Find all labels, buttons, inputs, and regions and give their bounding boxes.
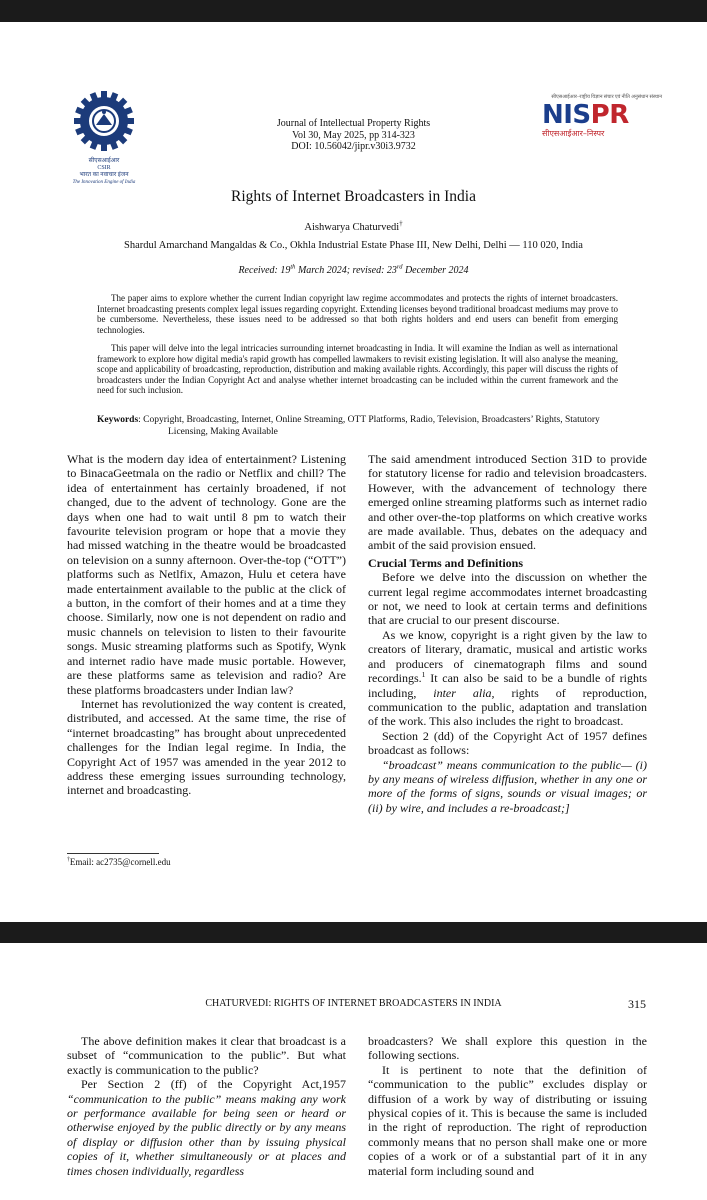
page-315 (0, 943, 707, 1200)
revised-date: March 2024; revised: 23 (295, 265, 397, 276)
csir-gear-icon (66, 88, 142, 158)
received-dates (0, 265, 707, 276)
journal-name: Journal of Intellectual Property Rights (276, 118, 431, 129)
nispr-hindi: सीएसआईआर–निस्पर (542, 129, 605, 138)
body-paragraph: Section 2 (dd) of the Copyright Act of 1957 defines broadcast as follows: (368, 728, 647, 758)
nispr-tagline: सीएसआईआर–राष्ट्रीय विज्ञान संचार एवं नीति अनुसंधान संस्थान (551, 95, 662, 100)
author-mark: † (399, 220, 403, 228)
csir-logo (66, 88, 142, 186)
page-gap (0, 922, 707, 943)
running-head: CHATURVEDI: RIGHTS OF INTERNET BROADCASTERS IN INDIA (205, 998, 502, 1009)
body-paragraph: What is the modern day idea of entertainment? Listening to BinacaGeetmala on the radio or Netflix and chill? The idea of entertainment has certainly broadened, if not changed, due to the advent of technology. Gone are the days when one had to wait until 8 pm to watch their favourite television program or hope that a movie they had missed watching in the theatre would be broadcasted on television on a sunny afternoon. Over-the-top (“OTT”) platforms such as Netlfix, Amazon, Hulu et cetera have made entertainment available to the public at the click of a button, in the comfort of their homes and at a time they choose. Similarly, now one is not dependent on radio and music channels on television to listen to their favourite songs. Music streaming platforms such as Spotify, Wynk and internet radio have made music portable. However, are these platforms same as television and radio? Are these platforms broadcasters under Indian law? (67, 452, 346, 697)
author (0, 222, 707, 233)
body-paragraph: The above definition makes it clear that broadcast is a subset of “communication to the public”. But what exactly is communication to the public? (67, 1034, 346, 1077)
csir-text-hindi: सीएसआईआर (88, 158, 120, 164)
abstract-paragraph-2: This paper will delve into the legal intricacies surrounding internet broadcasting in India. It will examine the Indian as well as international framework to explore how digital media's rapid growth has compelled lawmakers to revisit existing legislation. It will also analyse the meaning, scope and applicability of broadcasting, reproduction, distribution and making available rights. Accordingly, this paper will discuss the rights of broadcasters under the Indian Copyright Act and analyse whether internet broadcasting can be included within the current framework and the need for such inclusion. (97, 343, 618, 396)
body-paragraph (67, 1077, 346, 1178)
received-date: Received: 19 (238, 265, 291, 276)
footnote-email: Email: ac2735@cornell.edu (69, 857, 171, 867)
section-heading: Crucial Terms and Definitions (368, 555, 524, 570)
journal-doi: DOI: 10.56042/jipr.v30i3.9732 (291, 141, 416, 152)
nispr-wordmark (542, 101, 662, 129)
nispr-wordmark-main: NIS (542, 100, 591, 130)
body-paragraph: Internet has revolutionized the way content is created, distributed, and accessed. At the same time, the rise of “internet broadcasting” has brought about unprecedented challenges for the Indian legal regime. In India, the Copyright Act of 1957 was amended in the year 2012 to address these emerging issues surrounding technology, internet and broadcasting. (67, 696, 346, 798)
footnote-mark: † (67, 857, 70, 863)
keywords (97, 415, 618, 438)
body-column-left (67, 452, 346, 798)
body-paragraph (368, 628, 647, 729)
body-paragraph: broadcasters? We shall explore this question in the following sections. (368, 1034, 647, 1063)
csir-text: CSIR (97, 165, 111, 171)
body-column-right (368, 452, 647, 815)
footnote (67, 857, 171, 867)
text-run: As we know, copyright is a right given by the law to creators of literary, dramatic, musical and artistic works and producers of cinematograph films and sound recordings. (368, 627, 647, 686)
keywords-list: : Copyright, Broadcasting, Internet, Online Streaming, OTT Platforms, Radio, Television, Broadcasters’ Rights, Statutory Licensing, Making Available (138, 415, 600, 437)
viewer-top-bar (0, 0, 707, 22)
page-314 (0, 22, 707, 922)
text-run: rights of reproduction, communication to the public, adaptation and translation of the work. This also includes the right to broadcast. (368, 685, 647, 729)
csir-tagline: The Innovation Engine of India (72, 180, 136, 185)
body-column-right (368, 1034, 647, 1178)
text-run-italic: “communication to the public” means making any work or performance available for being seen or heard or otherwise enjoyed by the public directly or by any means of display or diffusion other than by issuing physical copies of it, whether simultaneously or at places and times chosen individually, regardless (67, 1091, 346, 1178)
paper-title: Rights of Internet Broadcasters in India (231, 188, 476, 205)
footnote-ref: 1 (421, 670, 426, 680)
nispr-logo (542, 95, 662, 139)
body-paragraph: Before we delve into the discussion on whether the current legal regime accommodates internet broadcasting or not, we need to look at certain terms and definitions that are crucial to our present discourse. (368, 570, 647, 628)
revised-sup: rd (396, 263, 403, 271)
revised-date-end: December 2024 (402, 265, 469, 276)
text-run: Per Section 2 (ff) of the Copyright Act,1957 (81, 1077, 346, 1092)
body-column-left (67, 1034, 346, 1178)
text-run: It can also be said to be a bundle of rights including, (368, 671, 647, 700)
definition-quote: “broadcast” means communication to the public— (i) by any means of wireless diffusion, whether in any one or more of the forms of signs, sounds or visual images; or (ii) by wire, and includes a re-broadcast;] (368, 757, 647, 815)
author-name: Aishwarya Chaturvedi (304, 222, 400, 233)
journal-info (200, 118, 507, 153)
affiliation: Shardul Amarchand Mangaldas & Co., Okhla Industrial Estate Phase III, New Delhi, Delhi — 110 020, India (124, 240, 583, 251)
csir-tagline-hindi: भारत का नवाचार इंजन (79, 172, 129, 178)
nispr-wordmark-accent: PR (590, 100, 629, 130)
journal-volume: Vol 30, May 2025, pp 314-323 (292, 129, 415, 141)
abstract-paragraph-1: The paper aims to explore whether the current Indian copyright law regime accommodates and protects the rights of internet broadcasters. Internet broadcasting presents complex legal issues regarding copyright. Extending licenses beyond traditional broadcast mediums may prove to be cumbersome. Nevertheless, these issues need to be addressed so that both rights holders and end users can benefit from emerging technologies. (97, 293, 618, 335)
page-number: 315 (628, 997, 646, 1011)
body-paragraph: It is pertinent to note that the definition of “communication to the public” excludes display or diffusion of a work by way of distributing or issuing physical copies of it. This is because the same is included in the right of reproduction. The right of reproduction commonly means that no person shall make one or more copies of a work or of a substantial part of it in any material form including sound and (368, 1062, 647, 1178)
keywords-label: Keywords (97, 415, 139, 425)
text-run-italic: inter alia, (433, 685, 495, 700)
body-paragraph: The said amendment introduced Section 31D to provide for statutory license for radio and television broadcasters. However, with the advancement of technology there emerged online streaming platforms such as internet radio and other over-the-top platforms on which creative works are made available. Thus, debates on the adequacy and ambit of the said provision ensued. (368, 452, 647, 553)
footnote-rule (67, 853, 159, 854)
received-sup: th (290, 263, 296, 271)
